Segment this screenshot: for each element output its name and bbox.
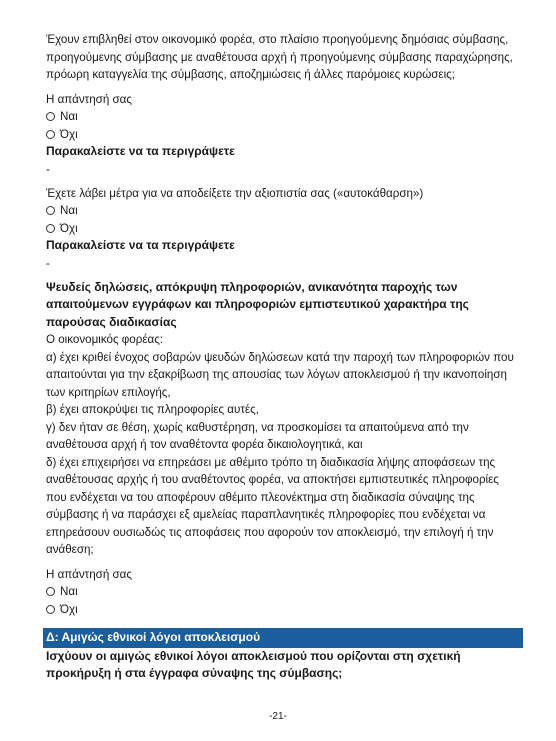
radio-icon[interactable] xyxy=(46,130,55,139)
answer-label: Η απάντησή σας xyxy=(46,567,132,581)
option-no[interactable] xyxy=(46,126,520,144)
describe-heading: Παρακαλείστε να τα περιγράψετε xyxy=(46,144,235,158)
option-label: Όχι xyxy=(60,127,78,141)
option-label: Ναι xyxy=(60,110,78,123)
paragraph: α) έχει κριθεί ένοχος σοβαρών ψευδών δηλώσεων κατά την παροχή των πληροφοριών που απαιτούνται για την εξακρίβωση της απουσίας των λόγων αποκλεισμού ή την ικανοποίηση των κριτηρίων επιλογής, xyxy=(46,350,514,399)
page-content xyxy=(46,31,520,683)
radio-icon[interactable] xyxy=(46,587,55,596)
option-label: Όχι xyxy=(60,221,78,235)
option-no[interactable] xyxy=(46,601,520,619)
answer-placeholder: - xyxy=(46,162,50,176)
radio-icon[interactable] xyxy=(46,206,55,215)
option-label: Ναι xyxy=(60,204,78,217)
answer-label: Η απάντησή σας xyxy=(46,92,132,106)
page-number: -21- xyxy=(269,711,287,722)
option-label: Όχι xyxy=(60,602,78,616)
option-yes[interactable] xyxy=(46,108,520,126)
section-heading-false-statements: Ψευδείς δηλώσεις, απόκρυψη πληροφοριών, ανικανότητα παροχής των απαιτούμενων εγγράφων και πληροφοριών εμπιστευτικού χαρακτήρα της παρούσας διαδικασίας xyxy=(46,279,469,329)
paragraph: γ) δεν ήταν σε θέση, χωρίς καθυστέρηση, να προσκομίσει τα απαιτούμενα από την αναθέτουσα αρχή ή τον αναθέτοντα φορέα δικαιολογητικά, και xyxy=(46,420,469,451)
section-title-bar: Δ: Αμιγώς εθνικοί λόγοι αποκλεισμού xyxy=(43,628,523,648)
radio-icon[interactable] xyxy=(46,112,55,121)
paragraph: δ) έχει επιχειρήσει να επηρεάσει με αθέμιτο τρόπο τη διαδικασία λήψης αποφάσεων της αναθέτουσας αρχής ή του αναθέτοντος φορέα, να αποκτήσει εμπιστευτικές πληροφορίες που ενδέχεται να του αποφέρουν αθέμιτο πλεονέκτημα στη διαδικασία σύναψης της σύμβασης ή να παράσχει εξ αμελείας παραπλανητικές πληροφορίες που ενδέχεται να επηρεάσουν ουσιωδώς τις αποφάσεις που αφορούν τον αποκλεισμό, την επιλογή ή την ανάθεση; xyxy=(46,455,499,556)
paragraph: Ο οικονομικός φορέας: xyxy=(46,333,164,346)
describe-heading: Παρακαλείστε να τα περιγράψετε xyxy=(46,238,235,252)
option-label: Ναι xyxy=(60,585,78,598)
option-no[interactable] xyxy=(46,220,520,238)
answer-placeholder: - xyxy=(46,256,50,270)
radio-icon[interactable] xyxy=(46,605,55,614)
question-national-grounds: Ισχύουν οι αμιγώς εθνικοί λόγοι αποκλεισμού που ορίζονται στη σχετική προκήρυξη ή στα έγγραφα σύναψης της σύμβασης; xyxy=(46,648,461,680)
option-yes[interactable] xyxy=(46,583,520,601)
radio-icon[interactable] xyxy=(46,224,55,233)
option-yes[interactable] xyxy=(46,202,520,220)
question-self-cleaning: Έχετε λάβει μέτρα για να αποδείξετε την αξιοπιστία σας («αυτοκάθαρση») xyxy=(46,186,424,200)
paragraph: β) έχει αποκρύψει τις πληροφορίες αυτές, xyxy=(46,403,259,416)
question-early-termination: Έχουν επιβληθεί στον οικονομικό φορέα, στο πλαίσιο προηγούμενης δημόσιας σύμβασης, προηγούμενης σύμβασης με αναθέτουσα αρχή ή προηγούμενης σύμβασης παραχώρησης, πρόωρη καταγγελία της σύμβασης, αποζημιώσεις ή άλλες παρόμοιες κυρώσεις; xyxy=(46,33,513,81)
